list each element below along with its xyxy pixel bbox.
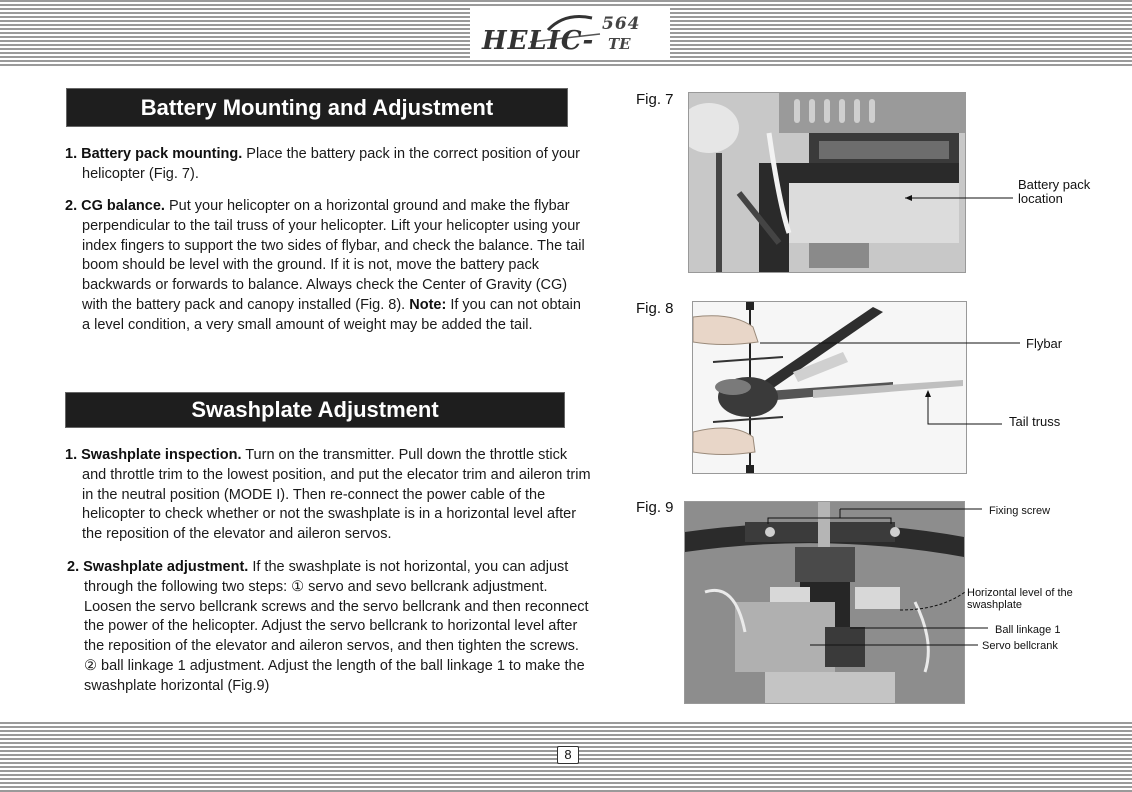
item-number: 2. [67, 559, 80, 575]
note-text: If you can not obtain a level condition, a very small amount of weight may be added the tail. [82, 296, 581, 333]
item-text: Put your helicopter on a horizontal ground and make the flybar perpendicular to the tail truss of your helicopter. Lift your helicopter using your index fingers to support the two sides of flybar, and check the balance. The tail boom should be level with the ground. If it is not, move the battery pack backwards or forwards to balance. Always check the Center of Gravity (CG) with the battery pack and canopy installed (Fig. 8). [82, 198, 585, 313]
item-heading: Swashplate inspection. [81, 447, 242, 463]
callout-horizontal-level: Horizontal level of the swashplate [967, 587, 1073, 611]
item-text: If the swashplate is not horizontal, you can adjust through the following two steps: ① servo and sevo bellcrank adjustment. Loosen the servo bellcrank screws and the servo bellcrank and then reconnect the power of the helicopter. Adjust the servo bellcrank to horizontal level after the reposition of the elevator and aileron servos, and then tighten the screws. ② ball linkage 1 adjustment. Adjust the length of the ball linkage 1 to make the swashplate horizontal (Fig.9) [84, 559, 589, 694]
fig7-label: Fig. 7 [636, 91, 674, 108]
callout-fixing-screw: Fixing screw [989, 505, 1051, 517]
callout-tail-truss: Tail truss [1009, 414, 1061, 429]
callout-flybar: Flybar [1026, 336, 1063, 351]
item-heading: Battery pack mounting. [81, 146, 243, 162]
fig9-label: Fig. 9 [636, 499, 674, 516]
logo-model-number: 564 [602, 14, 641, 34]
logo-suffix: TE [608, 35, 631, 53]
item-number: 2. [65, 198, 78, 214]
item-number: 1. [65, 146, 78, 162]
battery-section-title: Battery Mounting and Adjustment [66, 88, 568, 127]
swashplate-section-title: Swashplate Adjustment [65, 392, 565, 428]
item-heading: Swashplate adjustment. [83, 559, 249, 575]
item-number: 1. [65, 447, 78, 463]
item-text: Turn on the transmitter. Pull down the throttle stick and throttle trim to the lowest position, and put the elecator trim and aileron trim in the neutral position (MODE I). Then re-connect the power cable of the helicopter to check whether or not the swashplate is in a horizontal level after the reposition of the elevator and aileron servos. [82, 447, 591, 543]
item-heading: CG balance. [81, 198, 165, 214]
note-label: Note: [409, 296, 447, 313]
callout-battery-pack-location: Battery pack location [1018, 177, 1091, 206]
callout-ball-linkage: Ball linkage 1 [995, 624, 1061, 636]
page-number: 8 [557, 746, 579, 764]
fig8-label: Fig. 8 [636, 300, 674, 317]
callout-servo-bellcrank: Servo bellcrank [982, 640, 1058, 652]
item-text: Place the battery pack in the correct position of your helicopter (Fig. 7). [82, 146, 580, 182]
logo-text: HELIC- [482, 26, 595, 56]
